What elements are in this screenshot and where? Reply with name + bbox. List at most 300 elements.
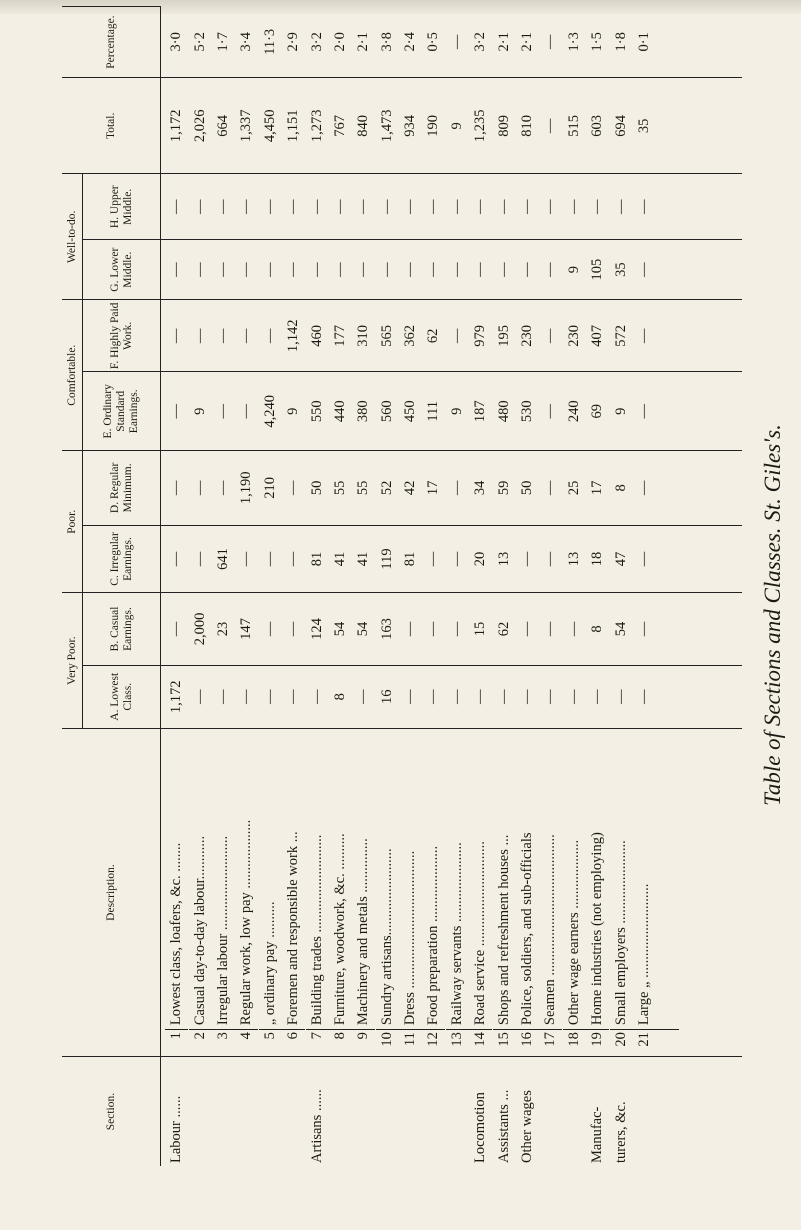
class-a-cell: — — [285, 689, 302, 705]
row-description: Small employers ....................... — [612, 840, 629, 1026]
row-number: 8 — [329, 1029, 352, 1052]
class-c-cell: 18 — [589, 551, 606, 567]
class-c-cell: — — [636, 551, 652, 567]
class-d-cell: — — [285, 480, 302, 496]
class-e-cell: 9 — [448, 407, 465, 415]
section-cell: Manufac- — [589, 1106, 606, 1163]
class-c-cell: — — [519, 551, 536, 567]
class-pct-cell: 2·0 — [331, 32, 348, 52]
class-e-cell: 4,240 — [261, 394, 278, 428]
section-cell — [446, 1057, 469, 1166]
col-class-c: C. Irregular Earnings. — [83, 525, 161, 593]
class-g-cell: 105 — [589, 258, 606, 281]
class-total-cell: 810 — [519, 114, 536, 137]
row-number: 7 — [306, 1029, 329, 1052]
class-a-cell: — — [589, 689, 606, 705]
class-c-cell: — — [168, 551, 185, 567]
class-d-cell: 55 — [331, 480, 348, 496]
row-number — [656, 1029, 679, 1052]
class-total-cell: — — [542, 118, 559, 134]
class-g-cell: 9 — [565, 266, 582, 274]
class-b-cell — [656, 593, 679, 664]
class-pct-cell: 0·5 — [425, 32, 442, 52]
class-a-cell: — — [519, 689, 536, 705]
row-description: Food preparation ..................... — [425, 845, 442, 1026]
row-description: Casual day-to-day labour............ — [191, 835, 208, 1026]
col-class-f: F. Highly Paid Work. — [83, 300, 161, 372]
row-description: Other wage earners ................... — [565, 839, 582, 1026]
row-description: Police, soldiers, and sub-officials — [519, 832, 536, 1026]
description-cell — [352, 729, 375, 1056]
table-caption: Table of Sections and Classes. St. Giles's. — [760, 424, 785, 806]
row-description: Home industries (not employing) — [589, 832, 606, 1026]
section-cell — [212, 1057, 235, 1166]
class-b-cell: 23 — [214, 621, 231, 637]
percentage-column — [161, 7, 742, 78]
description-cell — [305, 729, 328, 1056]
total-column — [161, 78, 742, 173]
section-cell: Artisans ...... — [308, 1089, 325, 1163]
class-h-cell — [656, 174, 679, 239]
class-c-cell: 641 — [214, 548, 231, 570]
description-cell — [609, 729, 632, 1056]
class-e-cell: — — [636, 404, 652, 419]
class-pct-cell: 2·9 — [285, 32, 302, 52]
class-g-cell: — — [636, 262, 652, 277]
section-cell — [539, 1057, 562, 1166]
row-description: Seamen ....................................... — [542, 834, 559, 1026]
row-number: 14 — [469, 1029, 492, 1052]
class-a-cell: — — [472, 689, 489, 705]
class-h-cell: — — [238, 199, 255, 215]
section-cell — [633, 1057, 656, 1166]
class-b-cell: 2,000 — [191, 612, 208, 646]
class-g-cell: — — [355, 262, 372, 277]
class-g-cell: — — [238, 262, 255, 277]
class-c-column — [161, 526, 742, 593]
class-pct-cell — [656, 7, 679, 78]
class-total-cell: 664 — [214, 114, 231, 137]
class-pct-cell: 1·8 — [612, 32, 629, 52]
section-cell — [282, 1057, 305, 1166]
class-d-cell: 8 — [612, 484, 629, 492]
row-description: „ ordinary pay .......... — [261, 901, 278, 1026]
class-total-cell: 1,235 — [472, 109, 489, 143]
class-e-cell: — — [238, 404, 255, 419]
class-e-column — [161, 372, 742, 450]
class-d-cell: 59 — [495, 480, 512, 496]
class-total-cell: 809 — [495, 114, 512, 137]
class-g-cell: — — [168, 262, 185, 277]
class-e-cell: 69 — [589, 404, 606, 419]
class-d-cell: — — [168, 480, 185, 496]
class-pct-cell: — — [448, 34, 465, 50]
class-e-cell: 480 — [495, 400, 512, 423]
class-g-cell: — — [542, 262, 559, 277]
section-cell: Other wages — [519, 1090, 536, 1163]
class-h-cell: — — [589, 199, 606, 215]
class-pct-cell: 3·0 — [168, 32, 185, 52]
class-f-cell: 62 — [425, 328, 442, 344]
class-h-cell: — — [519, 199, 536, 215]
class-c-cell: 20 — [472, 551, 489, 567]
class-g-cell: — — [308, 262, 325, 277]
class-total-cell: 4,450 — [261, 109, 278, 143]
row-number: 19 — [586, 1029, 609, 1052]
class-h-cell: — — [168, 199, 185, 215]
row-description: Furniture, woodwork, &c. .......... — [331, 833, 348, 1026]
section-cell: Labour ...... — [168, 1095, 185, 1163]
class-pct-cell: 11·3 — [261, 28, 278, 55]
class-b-cell: — — [402, 621, 419, 637]
section-cell — [376, 1057, 399, 1166]
class-f-cell: 230 — [519, 324, 536, 347]
class-c-cell: — — [285, 551, 302, 567]
row-number: 12 — [422, 1029, 445, 1052]
class-a-cell: — — [402, 689, 419, 705]
class-b-cell: 8 — [589, 625, 606, 633]
class-total-cell: 1,151 — [285, 109, 302, 143]
class-pct-cell: 2·1 — [519, 32, 536, 52]
col-class-h: H. Upper Middle. — [83, 174, 161, 240]
class-total-cell: 1,473 — [378, 109, 395, 143]
class-total-cell: 9 — [448, 122, 465, 130]
section-cell — [352, 1057, 375, 1166]
row-description: Road service ............................. — [472, 841, 489, 1026]
description-cell — [376, 729, 399, 1056]
class-d-cell: — — [214, 480, 231, 496]
class-total-cell: 1,172 — [168, 109, 185, 143]
class-g-cell: — — [261, 262, 278, 277]
class-e-cell: 187 — [472, 400, 489, 423]
class-pct-cell: 3·2 — [308, 32, 325, 52]
class-f-cell: 979 — [472, 324, 489, 347]
class-total-cell: 35 — [636, 118, 652, 134]
class-total-cell: 934 — [402, 114, 419, 137]
class-a-cell: — — [238, 689, 255, 705]
col-class-d: D. Regular Minimum. — [83, 451, 161, 525]
class-pct-cell: 1·7 — [214, 32, 231, 52]
class-b-cell: — — [168, 621, 185, 637]
class-a-cell: — — [495, 689, 512, 705]
class-c-cell: 41 — [355, 551, 372, 567]
class-d-cell — [656, 451, 679, 524]
class-a-cell: — — [612, 689, 629, 705]
class-c-cell: 81 — [308, 551, 325, 567]
class-total-cell: 694 — [612, 114, 629, 137]
sections-table — [62, 6, 742, 1166]
class-h-cell: — — [612, 199, 629, 215]
class-c-cell: 41 — [331, 551, 348, 567]
section-cell — [235, 1057, 258, 1166]
class-b-cell: 163 — [378, 618, 395, 640]
class-e-cell: 560 — [378, 400, 395, 423]
description-cell — [516, 729, 539, 1056]
class-a-cell: — — [261, 689, 278, 705]
row-number: 18 — [563, 1029, 586, 1052]
section-cell — [422, 1057, 445, 1166]
class-g-cell: — — [402, 262, 419, 277]
class-d-cell: — — [636, 480, 652, 496]
row-description: Foremen and responsible work ... — [285, 831, 302, 1026]
class-c-cell: — — [238, 551, 255, 567]
class-f-cell: 460 — [308, 324, 325, 347]
class-h-cell: — — [214, 199, 231, 215]
class-pct-cell: 5·2 — [191, 32, 208, 52]
section-cell — [399, 1057, 422, 1166]
row-number: 13 — [446, 1029, 469, 1052]
class-b-cell: — — [565, 621, 582, 637]
class-b-cell: — — [542, 621, 559, 637]
row-description: Regular work, low pay ................... — [238, 819, 255, 1026]
class-e-cell: 9 — [612, 407, 629, 415]
col-class-g: G. Lower Middle. — [83, 240, 161, 300]
class-d-cell: — — [191, 480, 208, 496]
row-number: 1 — [165, 1029, 188, 1052]
class-b-cell: 54 — [331, 621, 348, 637]
class-g-cell: — — [191, 262, 208, 277]
row-number: 11 — [399, 1029, 422, 1052]
class-b-cell: 54 — [612, 621, 629, 637]
row-number: 9 — [352, 1029, 375, 1052]
class-h-cell: — — [308, 199, 325, 215]
class-b-cell: — — [519, 621, 536, 637]
class-d-cell: 25 — [565, 480, 582, 496]
class-g-cell — [656, 240, 679, 299]
col-class-b: B. Casual Earnings. — [83, 593, 161, 665]
class-h-cell: — — [191, 199, 208, 215]
class-f-cell: 195 — [495, 324, 512, 347]
class-total-cell: 1,273 — [308, 109, 325, 143]
class-f-cell: — — [448, 328, 465, 344]
class-b-column — [161, 593, 742, 664]
class-a-cell: — — [565, 689, 582, 705]
class-e-cell: 550 — [308, 400, 325, 423]
class-c-cell: 119 — [378, 548, 395, 570]
class-f-cell: — — [214, 328, 231, 344]
class-d-cell: 42 — [402, 480, 419, 496]
description-cell — [446, 729, 469, 1056]
class-h-cell: — — [472, 199, 489, 215]
col-total: Total. — [62, 78, 161, 174]
class-c-cell: 13 — [495, 551, 512, 567]
section-cell — [563, 1057, 586, 1166]
class-a-cell: 16 — [378, 689, 395, 705]
col-section: Section. — [62, 1057, 161, 1166]
class-f-cell: 1,142 — [285, 319, 302, 353]
class-e-cell: — — [214, 404, 231, 419]
class-pct-cell: 3·4 — [238, 32, 255, 52]
class-pct-cell: 3·8 — [378, 32, 395, 52]
row-number: 15 — [493, 1029, 516, 1052]
row-number: 4 — [235, 1029, 258, 1052]
description-cell — [212, 729, 235, 1056]
description-cell — [188, 729, 211, 1056]
class-a-cell: — — [448, 689, 465, 705]
class-pct-cell: 1·3 — [565, 32, 582, 52]
row-description: Dress ...................................... — [402, 850, 419, 1026]
class-b-cell: 54 — [355, 621, 372, 637]
class-f-cell: — — [542, 328, 559, 344]
class-pct-cell: 1·5 — [589, 32, 606, 52]
col-percentage: Percentage. — [62, 7, 161, 78]
class-total-cell: 767 — [331, 114, 348, 137]
class-f-cell: — — [636, 328, 652, 344]
class-a-cell: — — [355, 689, 372, 705]
class-h-cell: — — [355, 199, 372, 215]
class-pct-cell: 2·4 — [402, 32, 419, 52]
class-h-cell: — — [565, 199, 582, 215]
class-f-cell: — — [238, 328, 255, 344]
description-cell — [469, 729, 492, 1056]
class-b-cell: 15 — [472, 621, 489, 637]
class-g-cell: — — [214, 262, 231, 277]
description-cell — [539, 729, 562, 1056]
section-cell — [656, 1057, 679, 1166]
class-e-cell: 111 — [425, 400, 442, 422]
class-g-cell: — — [448, 262, 465, 277]
class-a-cell: — — [542, 689, 559, 705]
description-cell — [282, 729, 305, 1056]
row-description: Railway servants ...................... — [448, 842, 465, 1026]
section-cell: Locomotion — [472, 1092, 489, 1163]
class-g-cell: — — [285, 262, 302, 277]
row-number: 20 — [610, 1029, 633, 1052]
section-cell: Assistants ... — [495, 1089, 512, 1163]
class-d-cell: — — [542, 480, 559, 496]
class-f-cell: 362 — [402, 324, 419, 347]
row-number: 17 — [539, 1029, 562, 1052]
class-total-cell: 515 — [565, 114, 582, 137]
description-cell — [563, 729, 586, 1056]
class-d-cell: 50 — [308, 480, 325, 496]
class-e-cell: — — [542, 404, 559, 419]
description-cell — [492, 729, 515, 1056]
class-a-cell: 1,172 — [168, 680, 185, 714]
description-cell — [633, 729, 656, 1056]
class-h-cell: — — [331, 199, 348, 215]
class-b-cell: 147 — [238, 618, 255, 640]
class-h-cell: — — [542, 199, 559, 215]
row-description: Large „ .......................... — [636, 883, 652, 1026]
row-description: Irregular labour .......................... — [214, 835, 231, 1026]
class-total-cell: 190 — [425, 114, 442, 137]
description-cell — [235, 729, 258, 1056]
class-c-cell: — — [542, 551, 559, 567]
class-f-cell: 177 — [331, 324, 348, 347]
class-e-cell — [656, 372, 679, 450]
class-pct-cell: 0·1 — [636, 32, 652, 52]
row-number: 2 — [189, 1029, 212, 1052]
col-class-e: E. Ordinary Standard Earnings. — [83, 372, 161, 451]
description-cell — [329, 729, 352, 1056]
class-g-cell: — — [472, 262, 489, 277]
class-d-cell: — — [448, 480, 465, 496]
class-a-cell: — — [308, 689, 325, 705]
group-very-poor: Very Poor. — [62, 593, 83, 729]
class-g-cell: — — [495, 262, 512, 277]
class-b-cell: — — [285, 621, 302, 637]
class-e-cell: 9 — [191, 407, 208, 415]
row-description: Lowest class, loafers, &c. ........ — [168, 842, 185, 1026]
description-cell — [586, 729, 609, 1056]
row-number: 10 — [376, 1029, 399, 1052]
class-e-cell: 9 — [285, 407, 302, 415]
class-total-cell: 603 — [589, 114, 606, 137]
class-b-cell: — — [425, 621, 442, 637]
section-cell — [329, 1057, 352, 1166]
class-h-cell: — — [285, 199, 302, 215]
class-c-cell: 81 — [402, 551, 419, 567]
class-d-cell: 52 — [378, 480, 395, 496]
class-pct-cell: 2·1 — [355, 32, 372, 52]
class-f-cell: 565 — [378, 324, 395, 347]
class-c-cell: 47 — [612, 551, 629, 567]
class-f-cell: 230 — [565, 324, 582, 347]
class-f-cell: 572 — [612, 324, 629, 347]
description-cell — [259, 729, 282, 1056]
class-d-cell: 17 — [589, 480, 606, 496]
class-f-cell: — — [261, 328, 278, 344]
row-description: Shops and refreshment houses ... — [495, 834, 512, 1026]
class-f-cell: 407 — [589, 324, 606, 347]
class-d-cell: 55 — [355, 480, 372, 496]
class-a-cell — [656, 666, 679, 728]
class-e-cell: 380 — [355, 400, 372, 423]
section-cell: turers, &c. — [612, 1101, 629, 1163]
class-b-cell: 62 — [495, 621, 512, 637]
row-description: Sundry artisans........................ — [378, 848, 395, 1026]
group-poor: Poor. — [62, 451, 83, 593]
col-class-a: A. Lowest Class. — [83, 665, 161, 728]
class-c-cell — [656, 526, 679, 593]
class-h-cell: — — [378, 199, 395, 215]
class-f-column — [161, 300, 742, 371]
description-cell — [165, 729, 188, 1056]
class-d-cell: 1,190 — [238, 471, 255, 505]
class-a-cell: — — [636, 689, 652, 705]
class-e-cell: — — [168, 404, 185, 419]
class-h-cell: — — [636, 199, 652, 215]
description-cell — [656, 729, 679, 1056]
class-e-cell: 240 — [565, 400, 582, 423]
class-a-cell: — — [425, 689, 442, 705]
row-description: Building trades ........................... — [308, 834, 325, 1026]
class-pct-cell: 2·1 — [495, 32, 512, 52]
class-total-cell: 1,337 — [238, 109, 255, 143]
class-a-cell: — — [191, 689, 208, 705]
row-number: 3 — [212, 1029, 235, 1052]
row-description: Machinery and metals ............... — [355, 838, 372, 1026]
class-c-cell: — — [425, 551, 442, 567]
class-c-cell: — — [448, 551, 465, 567]
class-h-cell: — — [495, 199, 512, 215]
section-cell — [188, 1057, 211, 1166]
description-cell — [422, 729, 445, 1056]
class-g-cell: — — [425, 262, 442, 277]
class-d-cell: 17 — [425, 480, 442, 496]
class-total-cell: 840 — [355, 114, 372, 137]
class-a-column — [161, 666, 742, 728]
class-b-cell: 124 — [308, 618, 325, 640]
section-cell — [259, 1057, 282, 1166]
class-c-cell: — — [261, 551, 278, 567]
class-h-cell: — — [425, 199, 442, 215]
section-column — [161, 1057, 742, 1166]
class-h-cell: — — [261, 199, 278, 215]
class-e-cell: 530 — [519, 400, 536, 423]
class-c-cell: — — [191, 551, 208, 567]
